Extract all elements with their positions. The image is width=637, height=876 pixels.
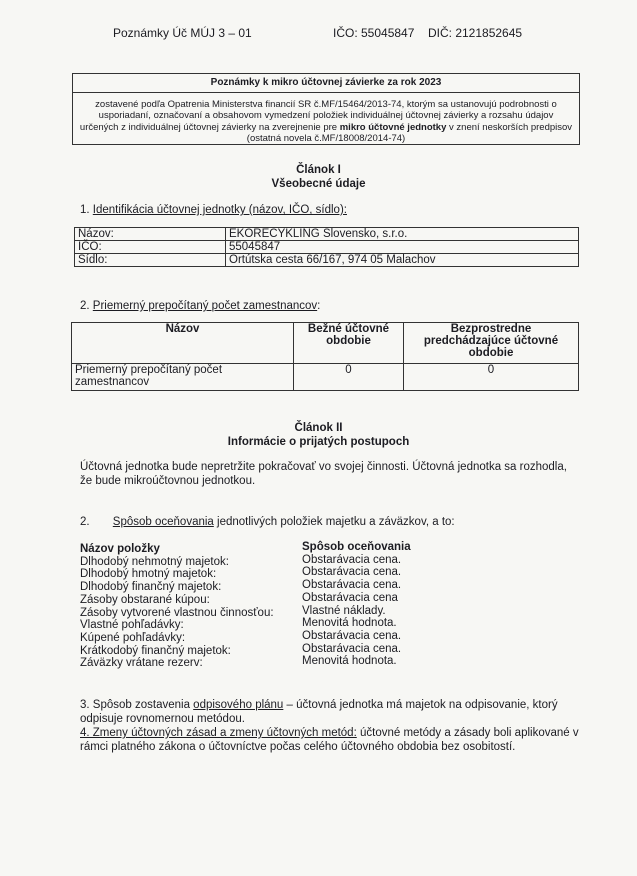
notice-body-text-2: v znení neskorších predpisov (ostatná novela č.MF/18008/2014-74) [246,121,573,144]
header-dic: DIČ: 2121852645 [428,26,523,40]
header-ico: IČO: 55045847 [333,26,415,40]
section-2-colon: : [317,300,321,312]
employees-header-name: Názov [72,323,294,364]
method-changes-paragraph [80,727,580,754]
id-key-ico: IČO: [75,241,226,254]
depreciation-text: – účtovná jednotka má majetok na odpisovanie, ktorý odpisuje rovnomernou metódou. [80,699,558,725]
id-key-name: Názov: [75,228,226,241]
id-value-seat: Ortútska cesta 66/167, 974 05 Malachov [226,254,579,267]
valuation-item-name: Dlhodobý nehmotný majetok: [80,555,229,568]
identification-row-seat [75,254,579,267]
employees-row-previous: 0 [404,364,579,391]
valuation-item-name: Dlhodobý hmotný majetok: [80,568,217,581]
valuation-item-method: Menovitá hodnota. [302,617,397,630]
valuation-col-method-header: Spôsob oceňovania [302,541,411,553]
section-1-heading [80,204,347,216]
depreciation-prefix: 3. Spôsob zostavenia [80,699,190,711]
valuation-item-name: Zásoby vytvorené vlastnou činnosťou: [80,606,274,619]
valuation-item-name: Krátkodobý finančný majetok: [80,644,231,657]
depreciation-paragraph [80,699,580,726]
identification-row-ico [75,241,579,254]
section-1-number: 1. [80,204,90,216]
valuation-item-method: Vlastné náklady. [302,604,386,617]
article-1-subtitle: Všeobecné údaje [271,178,366,190]
notice-body-text-1: zostavené podľa Opatrenia Ministerstva financií SR č.MF/15464/2013-74, ktorým sa ustanovujú podrobnosti o usporiadaní, označovaní a obsahovom vymedzení položiek individuálnej účtovnej závierky a rozsahu údajov určených z individuálnej účtovnej závierky na zverejnenie pre [79,98,557,133]
section-1-label: Identifikácia účtovnej jednotky (názov, IČO, sídlo): [92,204,347,216]
section-2-number: 2. [80,300,90,312]
employees-header-previous: Bezprostredne predchádzajúce účtovné obdobie [404,323,579,364]
employees-row-current: 0 [294,364,404,391]
id-value-ico: 55045847 [226,241,579,254]
going-concern-paragraph: Účtovná jednotka bude nepretržite pokračovať vo svojej činnosti. Účtovná jednotka sa rozhodla, že bude mikroúčtovnou jednotkou. [80,461,567,487]
employees-header-current: Bežné účtovné obdobie [294,323,404,364]
article-2-heading [0,421,637,449]
article-2-subtitle: Informácie o prijatých postupoch [227,436,410,448]
valuation-methods-column [302,541,411,668]
valuation-heading [80,516,455,528]
valuation-item-name: Záväzky vrátane rezerv: [80,657,203,670]
method-changes-text: účtovné metódy a zásady boli aplikované v rámci platného zákona o účtovníctve počas celého účtovného obdobia bez osobitostí. [80,727,579,753]
valuation-item-method: Obstarávacia cena [302,591,398,604]
employees-header-row [72,323,579,364]
article-2-title: Článok II [294,422,343,434]
method-changes-label: 4. Zmeny účtovných zásad a zmeny účtovných metód: [80,727,357,739]
employees-data-row [72,364,579,391]
identification-table [74,227,579,267]
valuation-item-method: Obstarávacia cena. [302,553,402,566]
depreciation-plan-label: odpisového plánu [193,699,284,711]
employees-row-name: Priemerný prepočítaný počet zamestnancov [72,364,294,391]
valuation-label: Spôsob oceňovania [112,516,214,528]
employees-table [71,322,579,391]
id-key-seat: Sídlo: [75,254,226,267]
statement-notice-box [72,73,580,145]
valuation-item-method: Obstarávacia cena. [302,629,402,642]
valuation-item-name: Vlastné pohľadávky: [80,619,184,632]
notice-title: Poznámky k mikro účtovnej závierke za rok 2023 [73,74,579,93]
notice-body-bold: mikro účtovné jednotky [339,121,447,133]
id-value-name: EKORECYKLING Slovensko, s.r.o. [226,228,579,241]
valuation-col-item-header: Názov položky [80,543,160,555]
article-1-title: Článok I [296,164,341,176]
valuation-rest: jednotlivých položiek majetku a záväzkov, a to: [217,516,455,528]
notice-body [79,99,573,145]
document-reference: Poznámky Úč MÚJ 3 – 01 [113,26,252,40]
valuation-item-name: Dlhodobý finančný majetok: [80,581,222,594]
valuation-item-method: Obstarávacia cena. [302,579,402,592]
article-1-heading [0,163,637,191]
valuation-item-method: Obstarávacia cena. [302,566,402,579]
valuation-item-method: Obstarávacia cena. [302,642,402,655]
section-2-heading [80,300,320,312]
valuation-item-method: Menovitá hodnota. [302,655,397,668]
valuation-item-name: Kúpené pohľadávky: [80,631,186,644]
valuation-item-name: Zásoby obstarané kúpou: [80,593,210,606]
section-2-label: Priemerný prepočítaný počet zamestnancov [92,300,318,312]
valuation-items-column [80,543,274,670]
valuation-number: 2. [80,516,90,528]
identification-row-name [75,228,579,241]
